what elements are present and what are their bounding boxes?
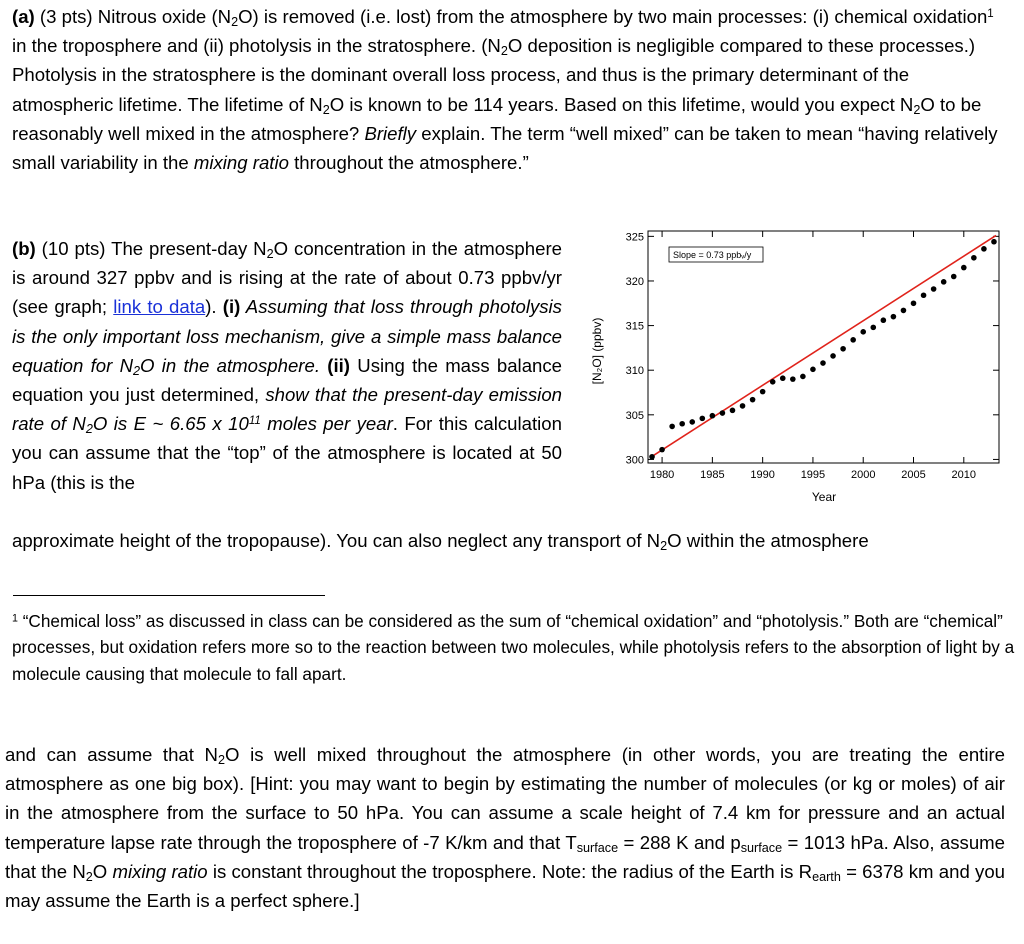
part-a-text: O to be reasonably well mixed in the atmosphere?: [12, 93, 982, 144]
data-point: [881, 317, 887, 323]
superscript: 11: [248, 415, 261, 428]
data-point: [750, 397, 756, 403]
part-a-text: O deposition is negligible compared to these processes.) Photolysis in the stratosphere is the dominant overall loss process, and thus is the primary determinant of the atmospheric lifetime. The lifetime of N: [12, 35, 976, 115]
data-point: [780, 375, 786, 381]
continuation-text: = 1013 hPa. Also, assume that the N: [5, 831, 1005, 882]
emphasis-mixing-ratio: mixing ratio: [193, 152, 289, 174]
subpart-i-label: (i): [222, 296, 241, 318]
data-point: [901, 308, 907, 314]
part-a-text: (3 pts) Nitrous oxide (N: [34, 6, 232, 27]
y-axis: [626, 231, 999, 466]
data-point: [730, 408, 736, 414]
question-part-b-continued: [12, 526, 869, 555]
data-point: [891, 314, 897, 320]
question-part-b-continuation: [5, 740, 1005, 915]
footnote-text: “Chemical loss” as discussed in class can be considered as the sum of “chemical oxidation” and “photolysis.” Both are “chemical” processes, but oxidation refers more so to the reaction between two molecules, while photolysis refers to the absorption of light by a molecule causing that molecule to fall apart.: [12, 611, 1015, 684]
continuation-text: is constant throughout the troposphere. Note: the radius of the Earth is R: [207, 860, 813, 882]
data-point: [700, 416, 706, 422]
data-point: [689, 419, 695, 425]
subscript: 2: [217, 752, 226, 767]
data-point: [820, 360, 826, 366]
x-axis-label: Year: [811, 490, 837, 504]
data-point: [850, 337, 856, 343]
subpart-ii-label: (ii): [327, 354, 350, 376]
x-tick-label: 1990: [750, 469, 775, 481]
part-b-italic: show that the present-day emission rate of N: [12, 384, 562, 435]
part-b-italic: moles per year: [260, 413, 393, 435]
data-point: [971, 255, 977, 261]
question-part-a: [12, 2, 1012, 177]
part-b-text: . For this calculation you can assume that the “top” of the atmosphere is located at 50 hPa (this is the: [12, 413, 562, 493]
part-b-text: approximate height of the tropopause). You can also neglect any transport of N: [12, 530, 661, 551]
data-point: [760, 389, 766, 395]
continuation-text: = 288 K and p: [618, 831, 741, 853]
emphasis-mixing-ratio: mixing ratio: [112, 860, 208, 882]
y-tick-label: 310: [625, 365, 644, 378]
footnote-ref: 1: [987, 8, 994, 21]
x-tick-label: 2010: [951, 469, 977, 481]
part-b-label: (b): [12, 238, 36, 259]
data-point: [710, 413, 716, 419]
fit-line: [650, 235, 996, 457]
data-point: [981, 246, 987, 252]
part-a-label: (a): [12, 6, 35, 27]
x-axis: [650, 231, 976, 481]
data-link[interactable]: link to data: [113, 296, 206, 318]
y-axis-label: [N₂O] (ppbv): [590, 317, 604, 385]
data-point: [659, 447, 665, 453]
data-point: [921, 292, 927, 298]
x-tick-label: 1985: [700, 469, 725, 481]
y-tick-label: 320: [625, 275, 644, 288]
subscript: 2: [660, 538, 668, 553]
continuation-text: = 6378 km and you may assume the Earth is a perfect sphere.]: [5, 860, 1005, 912]
subscript: 2: [266, 246, 274, 261]
subscript: 2: [913, 102, 921, 117]
data-point: [770, 379, 776, 385]
question-part-b: [12, 234, 562, 497]
data-point: [961, 265, 967, 271]
data-point: [911, 300, 917, 306]
subscript: earth: [812, 869, 841, 884]
data-point: [720, 410, 726, 416]
subscript: 2: [231, 14, 239, 29]
x-tick-label: 1980: [649, 469, 675, 481]
part-a-text: O is known to be 114 years. Based on this lifetime, would you expect N: [329, 93, 914, 115]
subscript: 2: [133, 363, 141, 378]
subscript: 2: [85, 422, 93, 436]
x-tick-label: 1995: [800, 469, 826, 481]
footnote-divider: [13, 595, 325, 596]
part-a-text: in the troposphere and (ii) photolysis in the stratosphere. (N: [12, 35, 501, 57]
data-point: [810, 367, 816, 373]
data-point: [991, 239, 997, 245]
data-points: [649, 239, 997, 460]
data-point: [860, 329, 866, 335]
y-tick-label: 325: [625, 231, 644, 244]
data-point: [830, 353, 836, 359]
data-point: [931, 286, 937, 292]
footnote: [12, 608, 1022, 687]
x-tick-label: 2005: [901, 469, 926, 481]
y-tick-label: 315: [625, 320, 644, 333]
part-b-text: (10 pts) The present-day N: [35, 238, 267, 259]
data-point: [951, 274, 957, 280]
footnote-number: 1: [12, 612, 18, 625]
x-tick-label: 2000: [850, 469, 876, 481]
y-tick-label: 300: [625, 454, 644, 467]
part-b-italic: O is E ~ 6.65 x 10: [92, 413, 249, 435]
emphasis-briefly: Briefly: [364, 122, 417, 144]
y-tick-label: 305: [625, 409, 644, 422]
subscript: 2: [85, 869, 93, 884]
part-b-text: ).: [205, 296, 223, 318]
part-a-text: explain. The term “well mixed” can be taken to mean “having relatively small variability in the: [12, 122, 998, 174]
n2o-concentration-chart: [592, 222, 1012, 512]
part-b-italic: O in the atmosphere.: [140, 354, 320, 376]
part-b-italic: Assuming that loss through photolysis is the only important loss mechanism, give a simple mass balance equation for N: [12, 296, 562, 376]
data-point: [649, 454, 655, 460]
data-point: [941, 279, 947, 285]
data-point: [870, 325, 876, 331]
data-point: [679, 421, 685, 427]
subscript: 2: [322, 102, 330, 117]
continuation-text: O: [92, 860, 113, 882]
part-b-text: O within the atmosphere: [667, 530, 869, 551]
data-point: [790, 376, 796, 382]
part-b-text: O concentration in the atmosphere is around 327 ppbv and is rising at the rate of about 0.73 ppbv/yr (see graph;: [12, 238, 562, 318]
data-point: [669, 424, 675, 430]
data-point: [800, 374, 806, 380]
continuation-text: and can assume that N: [5, 744, 218, 765]
subscript: surface: [576, 840, 619, 855]
part-a-text: O) is removed (i.e. lost) from the atmosphere by two main processes: (i) chemical oxidation: [238, 6, 988, 27]
continuation-text: O is well mixed throughout the atmosphere (in other words, you are treating the entire atmosphere as one big box). [Hint: you may want to begin by estimating the number of molecules (or kg or moles) of air in the atmosphere from the surface to 50 hPa. You can assume a scale height of 7.4 km for pressure and an actual temperature lapse rate through the troposphere of -7 K/km and that T: [5, 744, 1005, 853]
subscript: 2: [500, 43, 508, 58]
data-point: [740, 403, 746, 409]
part-b-text: Using the mass balance equation you just determined,: [12, 354, 563, 406]
part-a-text: throughout the atmosphere.”: [288, 152, 529, 174]
subscript: surface: [740, 840, 783, 855]
slope-annotation: Slope = 0.73 ppbᵥ/y: [673, 250, 752, 260]
data-point: [840, 346, 846, 352]
